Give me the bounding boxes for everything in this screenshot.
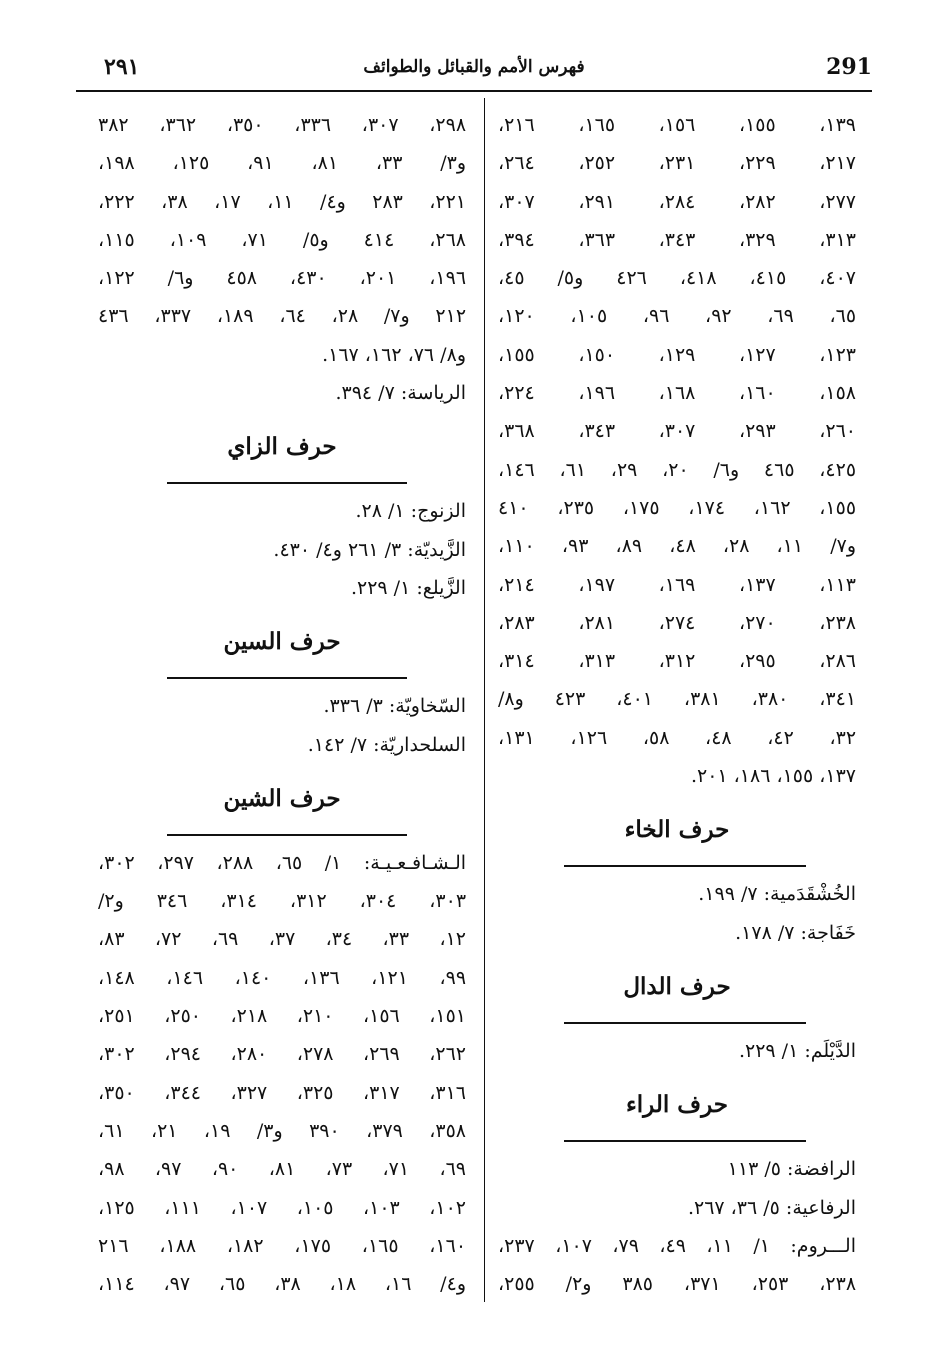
index-line: ٢١٢ و٧/ ٢٨، ٦٤، ١٨٩، ٣٣٧، ٤٣٦ [98, 305, 467, 328]
right-column [498, 106, 856, 1303]
index-line: ٣٢، ٤٢، ٤٨، ٥٨، ١٢٦، ١٣١، [498, 726, 857, 749]
index-line: ١٣٧، ١٥٥، ١٨٦، ٢٠١. [690, 765, 856, 788]
index-line: ٩٩، ١٢١، ١٣٦، ١٤٠، ١٤٦، ١٤٨، [98, 966, 467, 989]
column-divider [484, 98, 485, 1302]
index-entry: الـــروم: ١/ ١١، ٤٩، ٧٩، ١٠٧، ٢٣٧، [498, 1234, 856, 1257]
running-title: فهرس الأمم والقبائل والطوائف [363, 57, 585, 77]
index-entry: السّخاويّة: ٣/ ٣٣٦. [323, 695, 466, 718]
section-heading-ra: حرف الراء [625, 1091, 729, 1119]
index-line: ٢٢١، ٢٨٣ و٤/ ١١، ١٧، ٣٨، ٢٢٢، [98, 190, 467, 213]
index-line: و٨/ ٧٦، ١٦٢، ١٦٧. [322, 343, 466, 366]
index-line: و٣/ ٣٣، ٨١، ٩١، ١٢٥، ١٩٨، [98, 152, 467, 175]
index-entry: الرفاعية: ٥/ ٣٦، ٢٦٧. [687, 1196, 856, 1219]
index-line: ١٠٢، ١٠٣، ١٠٥، ١٠٧، ١١١، ١٢٥، [98, 1196, 467, 1219]
index-line: و٧/ ١١، ٢٨، ٤٨، ٨٩، ٩٣، ١١٠، [498, 535, 857, 558]
left-column [98, 106, 466, 1303]
index-line: ٢٧٧، ٢٨٢، ٢٨٤، ٢٩١، ٣٠٧، [498, 190, 857, 213]
index-line: ١٢٣، ١٢٧، ١٢٩، ١٥٠، ١٥٥، [498, 343, 857, 366]
index-line: ٢٦٨، ٤١٤ و٥/ ٧١، ١٠٩، ١١٥، [98, 228, 466, 251]
section-heading-dal: حرف الدال [623, 972, 731, 1000]
index-line: ٢٦٢، ٢٦٩، ٢٧٨، ٢٨٠، ٢٩٤، ٣٠٢، [98, 1043, 467, 1066]
index-entry: الـشـافـعـيـة: ١/ ٦٥، ٢٨٨، ٢٩٧، ٣٠٢، [98, 851, 467, 874]
index-line: ١٦٠، ١٦٥، ١٧٥، ١٨٢، ١٨٨، ٢١٦ [98, 1234, 467, 1257]
index-line: ١٩٦، ٢٠١، ٤٣٠، ٤٥٨ و٦/ ١٢٢، [98, 267, 467, 290]
index-line: ١٢، ٣٣، ٣٤، ٣٧، ٦٩، ٧٢، ٨٣، [98, 928, 466, 951]
index-line: ٢٦٠، ٢٩٣، ٣٠٧، ٣٤٣، ٣٦٨، [498, 420, 857, 443]
index-entry: الدَّيْلَم: ١/ ٢٢٩. [738, 1039, 856, 1062]
page-number-latin: 291 [826, 54, 872, 80]
section-heading-shin: حرف الشين [223, 784, 341, 812]
index-line: ٤٢٥، ٤٦٥ و٦/ ٢٠، ٢٩، ٦١، ١٤٦، [498, 458, 857, 481]
index-line: ١٥٨، ١٦٠، ١٦٨، ١٩٦، ٢٢٤، [498, 382, 857, 405]
index-entry: الزَّيديّة: ٣/ ٢٦١ و٤/ ٤٣٠. [273, 538, 466, 561]
index-entry-continued [98, 106, 466, 412]
section-heading-zay: حرف الزاي [227, 433, 337, 461]
index-line: ٢٣٨، ٢٧٠، ٢٧٤، ٢٨١، ٢٨٣، [498, 611, 857, 634]
index-entry: الزنوج: ١/ ٢٨. [355, 500, 466, 523]
index-line: ٢٩٨، ٣٠٧، ٣٣٦، ٣٥٠، ٣٦٢، ٣٨٢ [98, 114, 467, 136]
index-line: ٢٣٨، ٢٥٣، ٣٧١، ٣٨٥ و٢/ ٢٥٥، [498, 1273, 857, 1296]
index-entry-continued [498, 106, 856, 795]
index-line: ٤٠٧، ٤١٥، ٤١٨، ٤٢٦ و٥/ ٤٥، [498, 267, 856, 290]
index-entry: السلحداريّة: ٧/ ١٤٢. [307, 733, 466, 756]
page-number-arabic: ٢٩١ [104, 54, 140, 80]
index-line: ١٥١، ١٥٦، ٢١٠، ٢١٨، ٢٥٠، ٢٥١، [98, 1005, 467, 1028]
index-line: ٣١٣، ٣٢٩، ٣٤٣، ٣٦٣، ٣٩٤، [498, 228, 857, 251]
index-line: و٤/ ١٦، ١٨، ٣٨، ٦٥، ٩٧، ١١٤، [98, 1273, 466, 1296]
index-entry: الزَّيلع: ١/ ٢٢٩. [350, 576, 466, 599]
index-entry: الخُشْقَدَمية: ٧/ ١٩٩. [698, 883, 856, 906]
section-heading-sin: حرف السين [223, 628, 341, 656]
index-line: ٣٠٣، ٣٠٤، ٣١٢، ٣١٤، ٣٤٦ و٢/ [98, 890, 467, 913]
index-line: ١١٣، ١٣٧، ١٦٩، ١٩٧، ٢١٤، [498, 573, 857, 596]
index-line: ٢٨٦، ٢٩٥، ٣١٢، ٣١٣، ٣١٤، [498, 650, 857, 673]
index-line: ١٣٩، ١٥٥، ١٥٦، ١٦٥، ٢١٦، [498, 114, 857, 136]
index-line: ٦٩، ٧١، ٧٣، ٨١، ٩٠، ٩٧، ٩٨، [98, 1158, 466, 1181]
index-line: ٣٤١، ٣٨٠، ٣٨١، ٤٠١، ٤٢٣ و٨/ [498, 688, 857, 711]
index-line: ١٥٥، ١٦٢، ١٧٤، ١٧٥، ٢٣٥، ٤١٠ [498, 496, 857, 519]
index-entry: خَفَاجة: ٧/ ١٧٨. [735, 921, 856, 944]
page-header [76, 46, 872, 92]
index-line: ٢١٧، ٢٢٩، ٢٣١، ٢٥٢، ٢٦٤، [498, 152, 857, 175]
index-line: ٣١٦، ٣١٧، ٣٢٥، ٣٢٧، ٣٤٤، ٣٥٠، [98, 1081, 467, 1104]
index-line: ٦٥، ٦٩، ٩٢، ٩٦، ١٠٥، ١٢٠، [498, 305, 857, 328]
section-heading-kha: حرف الخاء [624, 816, 730, 844]
index-line: ٣٥٨، ٣٧٩، ٣٩٠ و٣/ ١٩، ٢١، ٦١، [98, 1119, 467, 1142]
index-entry: الرافضة: ٥/ ١١٣ [727, 1158, 856, 1181]
index-entry: الرياسة: ٧/ ٣٩٤. [335, 382, 466, 405]
